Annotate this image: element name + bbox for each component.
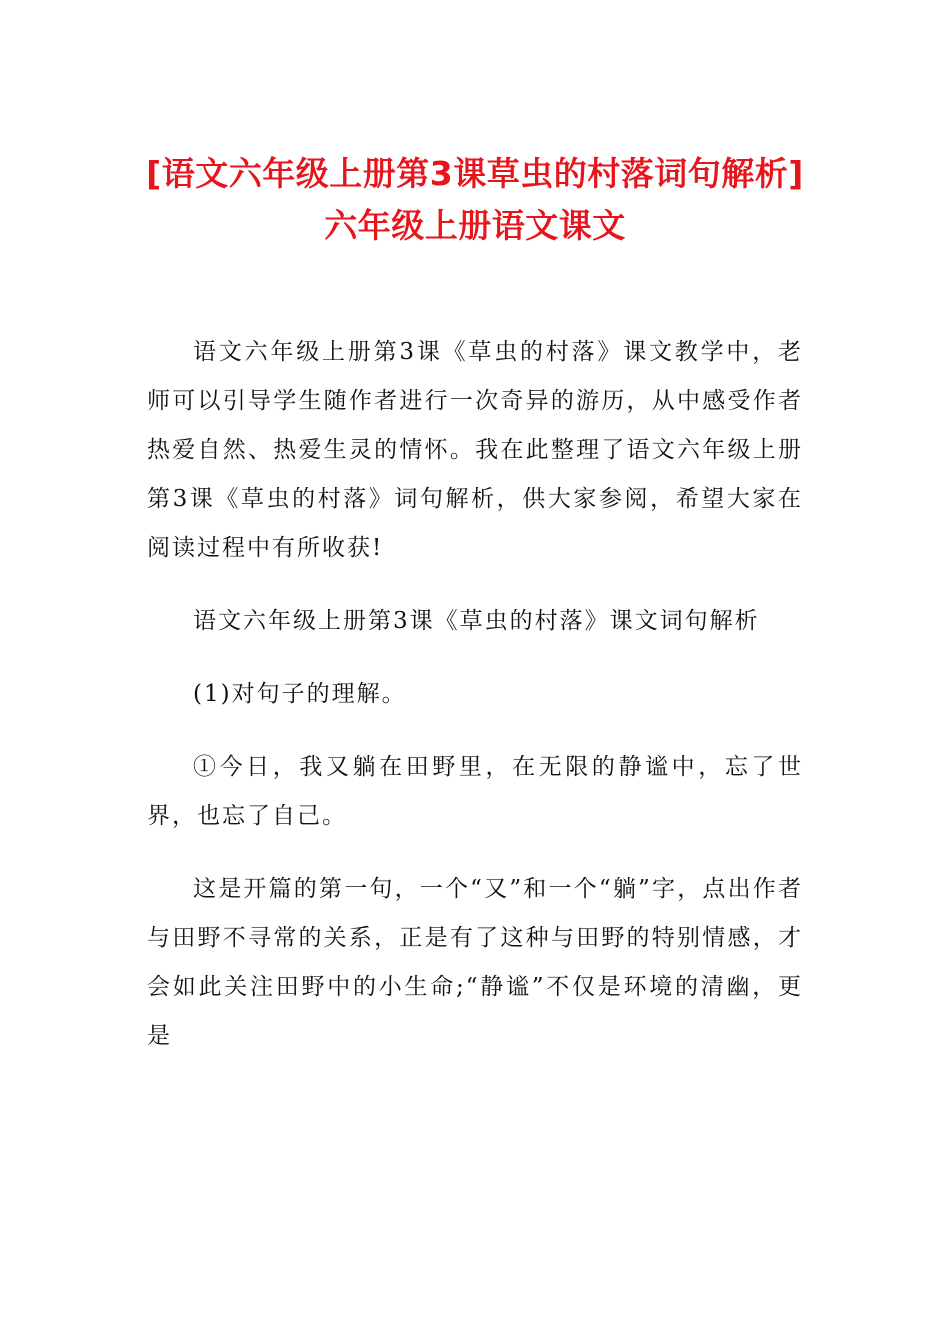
paragraph-section-heading: 语文六年级上册第3课《草虫的村落》课文词句解析 — [193, 608, 760, 634]
document-title: [语文六年级上册第3课草虫的村落词句解析]六年级上册语文课文 — [146, 154, 804, 245]
document-body — [147, 328, 803, 1085]
paragraph-analysis: 这是开篇的第一句，一个“又”和一个“躺”字，点出作者与田野不寻常的关系，正是有了这种与田野的特别情感，才会如此关注田野中的小生命;“静谧”不仅是环境的清幽，更是 — [147, 876, 803, 1049]
paragraph-intro: 语文六年级上册第3课《草虫的村落》课文教学中，老师可以引导学生随作者进行一次奇异的游历，从中感受作者热爱自然、热爱生灵的情怀。我在此整理了语文六年级上册第3课《草虫的村落》词句解析，供大家参阅，希望大家在阅读过程中有所收获! — [147, 339, 803, 561]
paragraph-example-sentence: ①今日，我又躺在田野里，在无限的静谧中，忘了世界，也忘了自己。 — [147, 754, 803, 829]
paragraph-subheading: (1)对句子的理解。 — [193, 681, 407, 707]
